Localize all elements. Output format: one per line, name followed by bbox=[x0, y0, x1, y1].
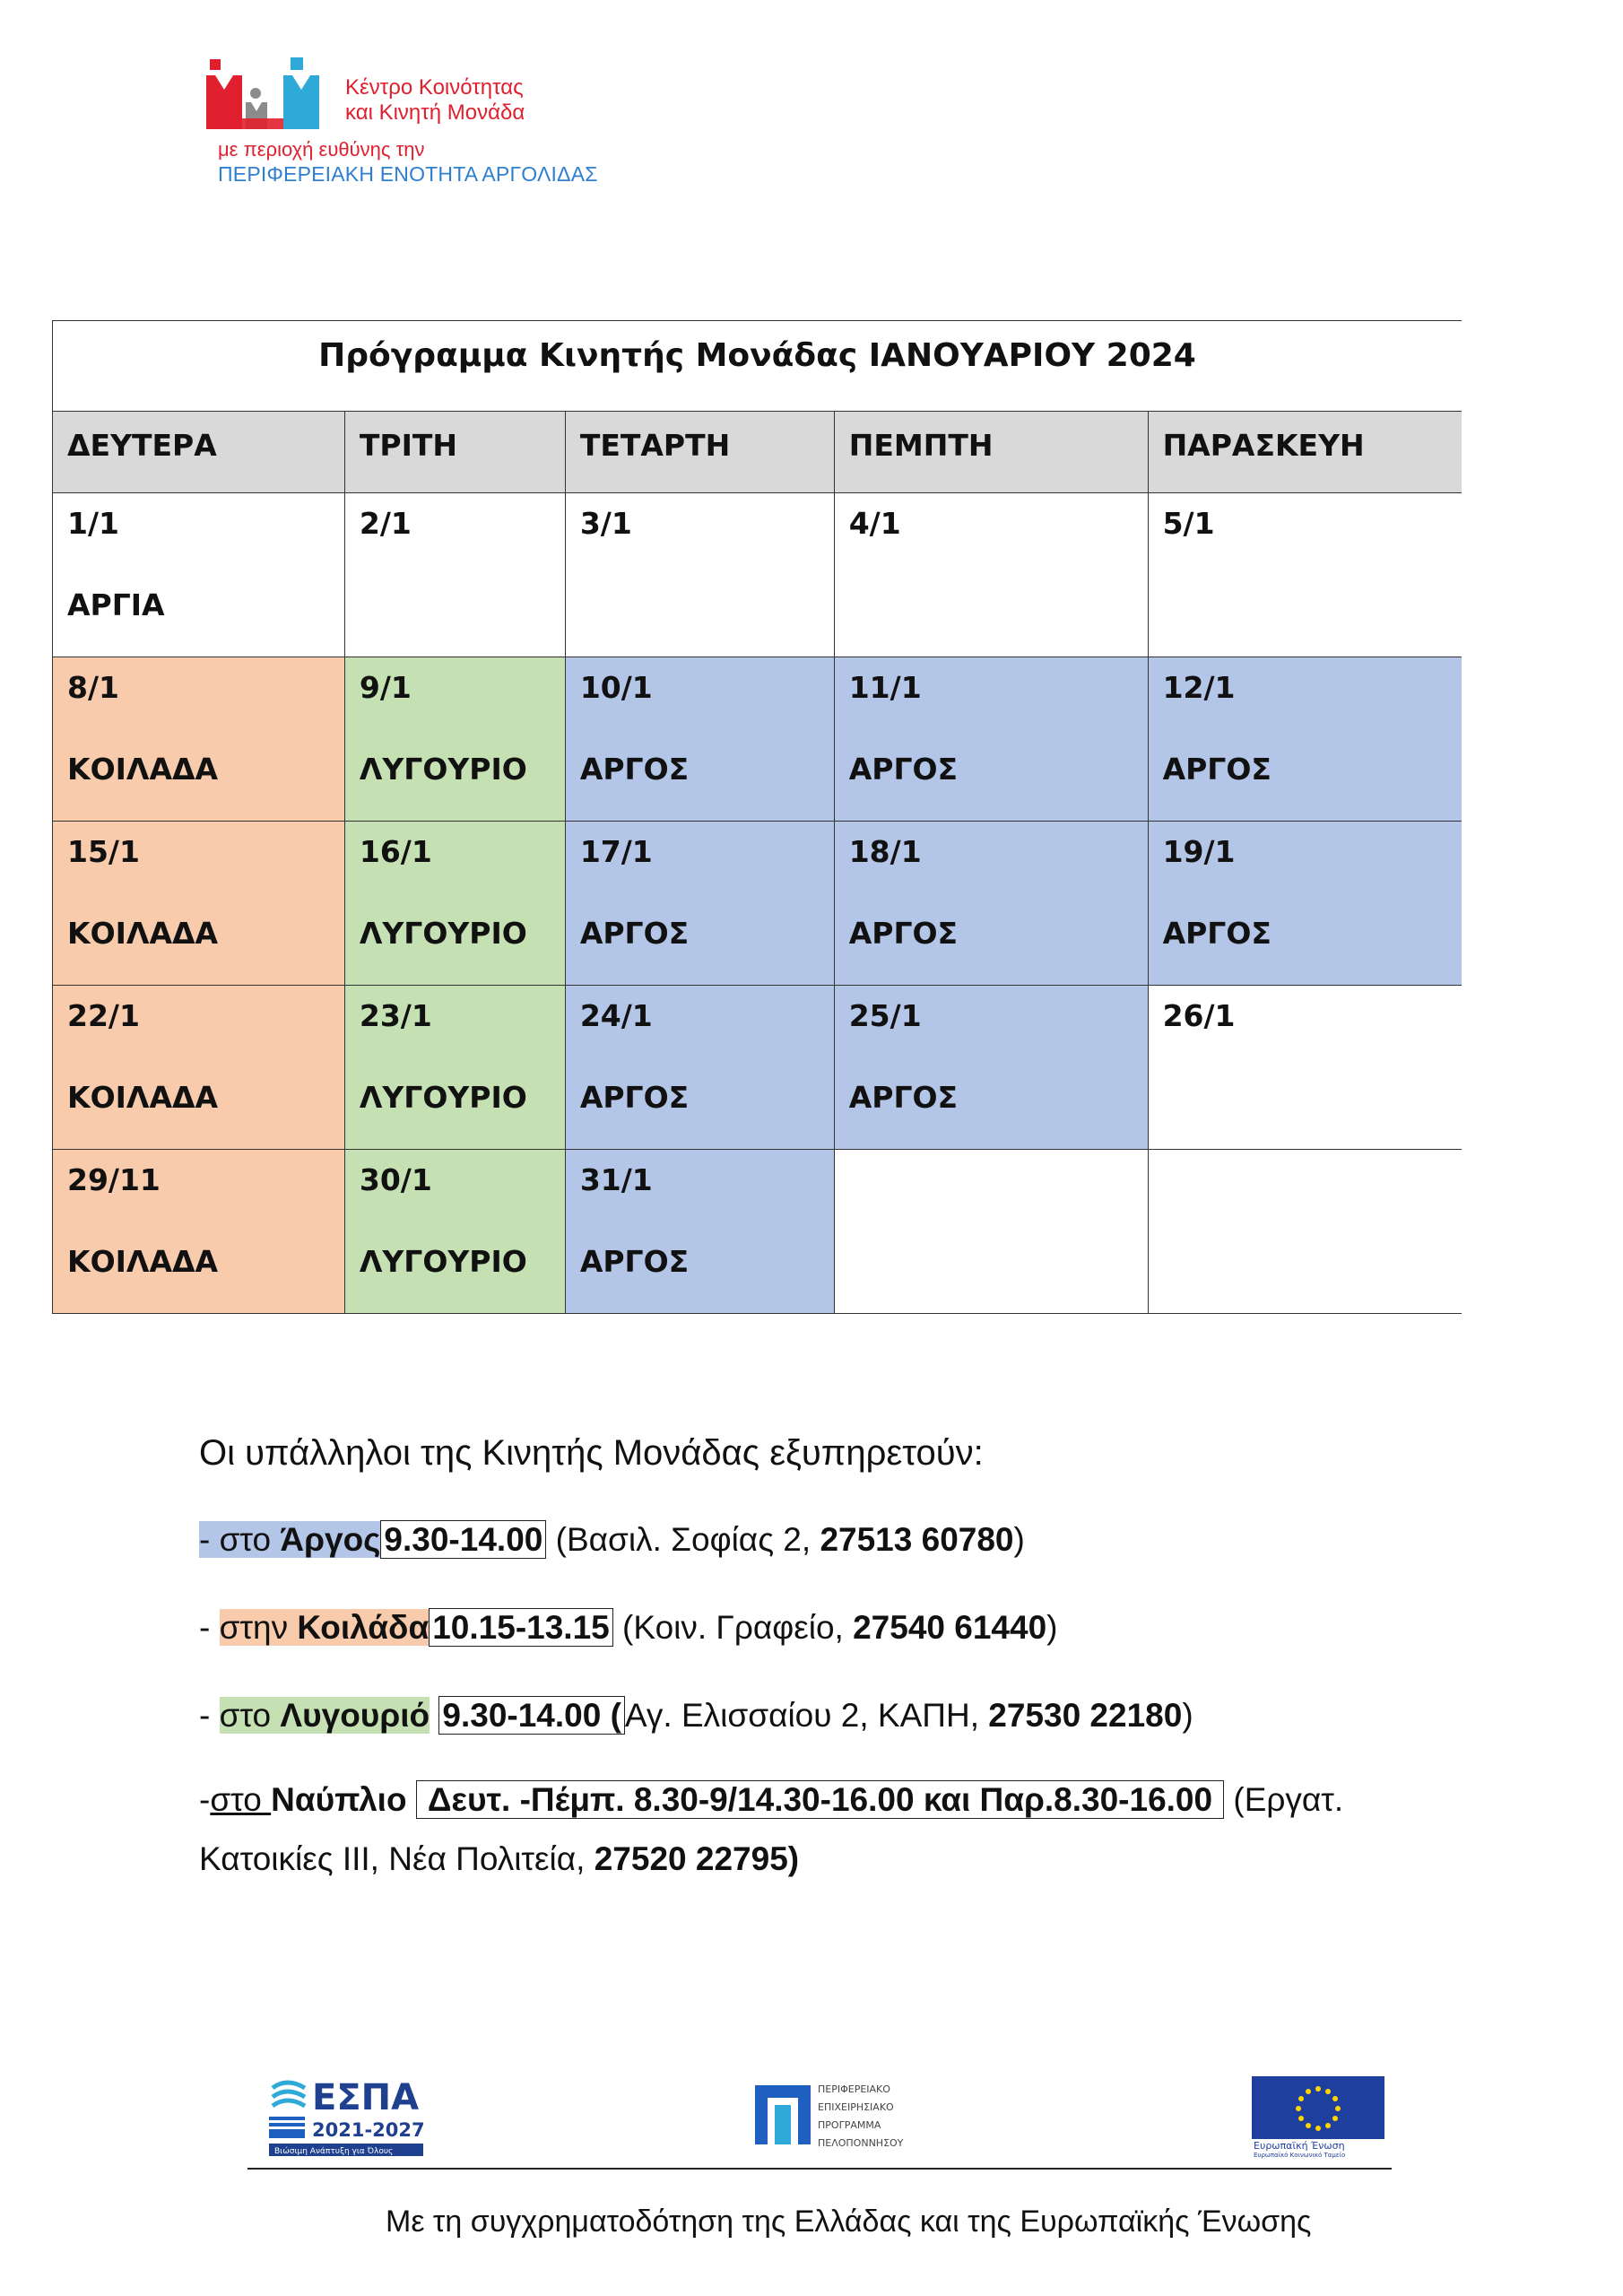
cell-place: ΑΡΓΟΣ bbox=[579, 1244, 690, 1279]
eu-label: Ευρωπαϊκή Ένωση bbox=[1254, 2140, 1345, 2152]
eu-flag-logo bbox=[1252, 2076, 1384, 2159]
cell-place: ΛΥΓΟΥΡΙΟ bbox=[359, 1244, 527, 1279]
espa-logo bbox=[269, 2070, 430, 2160]
pep-peloponnese-logo bbox=[755, 2076, 943, 2157]
org-name-line1: Κέντρο Κοινότητας bbox=[345, 75, 524, 100]
schedule-cell bbox=[53, 493, 345, 657]
cell-date: 30/1 bbox=[359, 1162, 432, 1197]
schedule-cell bbox=[565, 493, 834, 657]
schedule-title-cell bbox=[53, 321, 1462, 412]
schedule-cell bbox=[834, 822, 1148, 986]
week-row bbox=[53, 493, 1462, 657]
schedule-cell bbox=[565, 986, 834, 1150]
cell-place: ΑΡΓΟΣ bbox=[1162, 752, 1271, 787]
place-lygourio: Λυγουριό bbox=[280, 1697, 430, 1734]
pep-line: ΕΠΙΧΕΙΡΗΣΙΑΚΟ bbox=[818, 2101, 894, 2113]
place-nafplio: Ναύπλιο bbox=[271, 1781, 407, 1818]
pep-line: ΠΡΟΓΡΑΜΜΑ bbox=[818, 2119, 881, 2131]
cell-place: ΛΥΓΟΥΡΙΟ bbox=[359, 1080, 527, 1115]
cell-place: ΑΡΓΟΣ bbox=[848, 1080, 959, 1115]
cell-place: ΚΟΙΛΑΔΑ bbox=[67, 916, 219, 951]
phone-kiladas: 27540 61440 bbox=[853, 1609, 1047, 1646]
schedule-cell bbox=[344, 822, 565, 986]
cell-place: ΑΡΓΟΣ bbox=[579, 752, 690, 787]
schedule-cell bbox=[565, 657, 834, 822]
cell-date: 5/1 bbox=[1162, 506, 1215, 541]
cofunding-statement: Με τη συγχρηματοδότηση της Ελλάδας και της Ευρωπαϊκής Ένωσης bbox=[386, 2205, 1312, 2239]
schedule-cell bbox=[53, 1150, 345, 1314]
week-row bbox=[53, 986, 1462, 1150]
cell-place: ΑΡΓΙΑ bbox=[67, 587, 165, 622]
cell-date: 23/1 bbox=[359, 998, 432, 1033]
cell-date: 2/1 bbox=[359, 506, 412, 541]
hours-nafplio: Δευτ. -Πέμπ. 8.30-9/14.30-16.00 και Παρ.8.30-16.00 bbox=[416, 1780, 1224, 1819]
place-kiladas: Κοιλάδα bbox=[297, 1609, 430, 1646]
schedule-cell bbox=[1148, 822, 1462, 986]
service-line-nafplio-address: Κατοικίες ΙΙΙ, Νέα Πολιτεία, 27520 22795) bbox=[199, 1840, 800, 1877]
cell-date: 29/11 bbox=[67, 1162, 161, 1197]
weekday-header: ΠΕΜΠΤΗ bbox=[834, 412, 1148, 493]
cell-date: 10/1 bbox=[579, 670, 653, 705]
cell-date: 8/1 bbox=[67, 670, 119, 705]
service-line-lygourio: - στο Λυγουριό 9.30-14.00 ( Αγ. Ελισσαίου 2, ΚΑΠΗ, 27530 22180) bbox=[199, 1697, 1193, 1734]
schedule-table bbox=[52, 320, 1462, 1314]
weekday-header-row bbox=[53, 412, 1462, 493]
cell-date: 16/1 bbox=[359, 834, 432, 869]
cell-place: ΛΥΓΟΥΡΙΟ bbox=[359, 916, 527, 951]
schedule-cell bbox=[1148, 493, 1462, 657]
org-region-line: ΠΕΡΙΦΕΡΕΙΑΚΗ ΕΝΟΤΗΤΑ ΑΡΓΟΛΙΔΑΣ bbox=[218, 162, 598, 186]
pep-line: ΠΕΡΙΦΕΡΕΙΑΚΟ bbox=[818, 2083, 890, 2095]
espa-years: 2021-2027 bbox=[312, 2119, 425, 2141]
weekday-header: ΤΕΤΑΡΤΗ bbox=[565, 412, 834, 493]
schedule-cell bbox=[53, 657, 345, 822]
hours-kiladas: 10.15-13.15 bbox=[429, 1608, 613, 1647]
organization-logo bbox=[206, 56, 323, 129]
espa-title: ΕΣΠΑ bbox=[312, 2077, 420, 2118]
cell-date: 9/1 bbox=[359, 670, 412, 705]
cell-place: ΑΡΓΟΣ bbox=[848, 916, 959, 951]
service-heading: Οι υπάλληλοι της Κινητής Μονάδας εξυπηρετούν: bbox=[199, 1433, 984, 1473]
weekday-header: ΤΡΙΤΗ bbox=[344, 412, 565, 493]
pep-line: ΠΕΛΟΠΟΝΝΗΣΟΥ bbox=[818, 2137, 904, 2149]
cell-date: 4/1 bbox=[848, 506, 901, 541]
schedule-cell bbox=[834, 657, 1148, 822]
service-line-kiladas: - στην Κοιλάδα 10.15-13.15 (Κοιν. Γραφείο, 27540 61440) bbox=[199, 1609, 1058, 1646]
place-argos: Άργος bbox=[280, 1521, 381, 1558]
schedule-cell bbox=[834, 493, 1148, 657]
org-responsibility-line: με περιοχή ευθύνης την bbox=[218, 138, 425, 161]
cell-date: 26/1 bbox=[1162, 998, 1236, 1033]
schedule-cell bbox=[1148, 657, 1462, 822]
service-line-argos: - στο Άργος 9.30-14.00 (Βασιλ. Σοφίας 2, 27513 60780) bbox=[199, 1521, 1025, 1558]
cell-date: 15/1 bbox=[67, 834, 140, 869]
schedule-title: Πρόγραμμα Κινητής Μονάδας ΙΑΝΟΥΑΡΙΟΥ 2024 bbox=[318, 336, 1196, 374]
hours-lygourio: 9.30-14.00 ( bbox=[438, 1696, 625, 1735]
cell-date: 12/1 bbox=[1162, 670, 1236, 705]
schedule-cell bbox=[1148, 986, 1462, 1150]
hours-argos: 9.30-14.00 bbox=[380, 1520, 546, 1559]
schedule-cell bbox=[344, 986, 565, 1150]
cell-date: 22/1 bbox=[67, 998, 140, 1033]
org-name-line2: και Κινητή Μονάδα bbox=[345, 100, 525, 125]
cell-place: ΑΡΓΟΣ bbox=[848, 752, 959, 787]
cell-place: ΚΟΙΛΑΔΑ bbox=[67, 1244, 219, 1279]
phone-nafplio: 27520 22795) bbox=[594, 1840, 800, 1877]
schedule-cell bbox=[344, 493, 565, 657]
schedule-cell bbox=[834, 986, 1148, 1150]
cell-date: 18/1 bbox=[848, 834, 922, 869]
schedule-cell bbox=[565, 1150, 834, 1314]
schedule-cell-empty bbox=[1148, 1150, 1462, 1314]
cell-date: 17/1 bbox=[579, 834, 653, 869]
cell-date: 11/1 bbox=[848, 670, 922, 705]
cell-date: 19/1 bbox=[1162, 834, 1236, 869]
espa-slogan: Βιώσιμη Ανάπτυξη για Όλους bbox=[274, 2147, 394, 2156]
service-line-nafplio: -στο Ναύπλιο Δευτ. -Πέμπ. 8.30-9/14.30-16.00 και Παρ.8.30-16.00 (Εργατ. bbox=[199, 1781, 1344, 1818]
schedule-cell bbox=[565, 822, 834, 986]
footer-divider bbox=[247, 2168, 1392, 2170]
schedule-cell bbox=[53, 822, 345, 986]
cell-place: ΑΡΓΟΣ bbox=[579, 916, 690, 951]
weekday-header: ΠΑΡΑΣΚΕΥΗ bbox=[1148, 412, 1462, 493]
phone-lygourio: 27530 22180 bbox=[988, 1697, 1183, 1734]
schedule-cell bbox=[344, 1150, 565, 1314]
cell-place: ΚΟΙΛΑΔΑ bbox=[67, 1080, 219, 1115]
schedule-cell-empty bbox=[834, 1150, 1148, 1314]
cell-place: ΑΡΓΟΣ bbox=[579, 1080, 690, 1115]
cell-date: 31/1 bbox=[579, 1162, 653, 1197]
cell-date: 24/1 bbox=[579, 998, 653, 1033]
week-row bbox=[53, 657, 1462, 822]
cell-date: 3/1 bbox=[579, 506, 632, 541]
cell-date: 1/1 bbox=[67, 506, 119, 541]
week-row bbox=[53, 1150, 1462, 1314]
cell-place: ΑΡΓΟΣ bbox=[1162, 916, 1271, 951]
week-row bbox=[53, 822, 1462, 986]
cell-place: ΚΟΙΛΑΔΑ bbox=[67, 752, 219, 787]
phone-argos: 27513 60780 bbox=[820, 1521, 1014, 1558]
schedule-cell bbox=[344, 657, 565, 822]
cell-date: 25/1 bbox=[848, 998, 922, 1033]
cell-place: ΛΥΓΟΥΡΙΟ bbox=[359, 752, 527, 787]
weekday-header: ΔΕΥΤΕΡΑ bbox=[53, 412, 345, 493]
eu-sublabel: Ευρωπαϊκό Κοινωνικό Ταμείο bbox=[1254, 2152, 1346, 2159]
schedule-cell bbox=[53, 986, 345, 1150]
